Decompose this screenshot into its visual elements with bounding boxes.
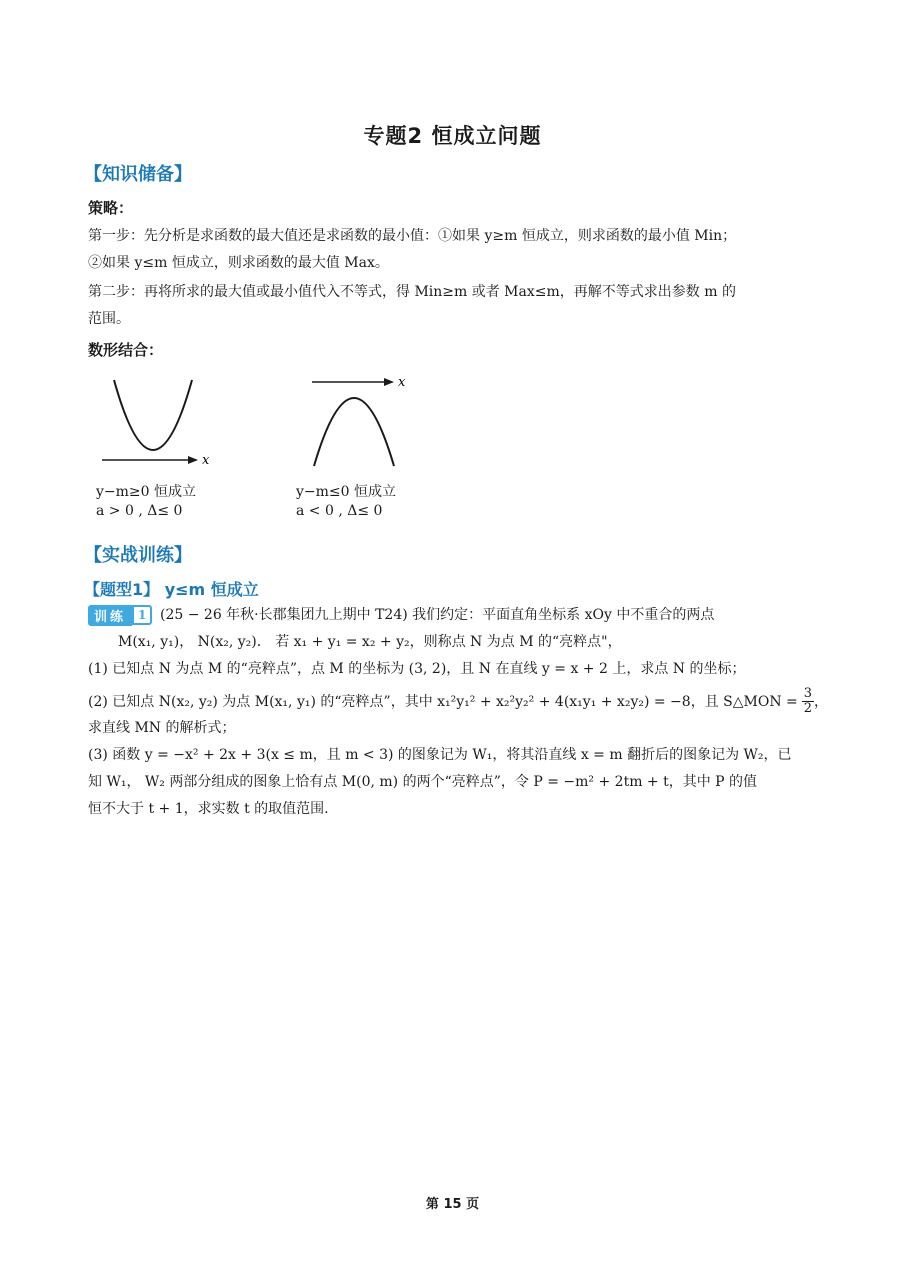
badge-number: 1	[132, 605, 152, 625]
figure2-caption-line1: y−m≤0 恒成立	[296, 484, 397, 500]
downward-parabola-figure	[306, 368, 426, 472]
downward-parabola-curve	[314, 398, 394, 466]
step1-line-b: ②如果 y≤m 恒成立，则求函数的最大值 Max。	[88, 255, 389, 271]
problem-line-8: 恒不大于 t + 1，求实数 t 的取值范围.	[88, 801, 329, 817]
problem-line-7: 知 W₁， W₂ 两部分组成的图象上恰有点 M(0, m) 的两个“亮粹点”，令 P = −m² + 2tm + t，其中 P 的值	[88, 774, 758, 790]
section-practice-heading: 【实战训练】	[84, 545, 192, 566]
upward-parabola-figure	[98, 372, 218, 472]
x-axis-arrow-icon	[188, 456, 198, 464]
problem-line-1: (25 − 26 年秋·长郡集团九上期中 T24) 我们约定：平面直角坐标系 xOy 中不重合的两点	[160, 607, 715, 623]
problem-line-4-end: ，	[814, 693, 829, 710]
step1-line-a: 第一步：先分析是求函数的最大值还是求函数的最小值：①如果 y≥m 恒成立，则求函数的最小值 Min；	[88, 228, 737, 244]
combo-label: 数形结合：	[88, 341, 164, 359]
x-axis-arrow-icon	[384, 378, 394, 386]
step2-line-b: 范围。	[88, 311, 130, 327]
problem-line-6: (3) 函数 y = −x² + 2x + 3(x ≤ m，且 m < 3) 的图象记为 W₁，将其沿直线 x = m 翻折后的图象记为 W₂，已	[88, 747, 792, 763]
area-fraction	[802, 687, 814, 716]
step2-line-a: 第二步：再将所求的最大值或最小值代入不等式，得 Min≥m 或者 Max≤m，再解不等式求出参数 m 的	[88, 284, 736, 300]
page-number: 第 15 页	[425, 1197, 480, 1212]
page-title: 专题2 恒成立问题	[363, 124, 542, 148]
problem-line-3: (1) 已知点 N 为点 M 的“亮粹点”，点 M 的坐标为 (3, 2)，且 N 在直线 y = x + 2 上，求点 N 的坐标；	[88, 661, 746, 677]
x-axis-label: x	[398, 375, 406, 390]
fraction-denominator: 2	[803, 701, 813, 716]
badge-text: 训练	[88, 605, 132, 626]
figure2-caption-line2: a < 0 , Δ≤ 0	[296, 503, 383, 519]
training-badge	[88, 605, 152, 625]
type1-heading: 【题型1】 y≤m 恒成立	[84, 580, 259, 599]
section-knowledge-heading: 【知识储备】	[84, 164, 192, 185]
x-axis-label: x	[202, 453, 210, 468]
problem-line-4-text: (2) 已知点 N(x₂, y₂) 为点 M(x₁, y₁) 的“亮粹点”，其中 x₁²y₁² + x₂²y₂² + 4(x₁y₁ + x₂y₂) = −8，且 S△MON =	[88, 693, 798, 710]
strategy-label: 策略：	[88, 199, 134, 217]
problem-line-2: M(x₁, y₁)， N(x₂, y₂)． 若 x₁ + y₁ = x₂ + y₂，则称点 N 为点 M 的“亮粹点"，	[118, 634, 622, 650]
fraction-numerator: 3	[803, 686, 813, 701]
figure1-caption-line2: a > 0 , Δ≤ 0	[96, 503, 183, 519]
upward-parabola-curve	[114, 380, 192, 450]
figure1-caption-line1: y−m≥0 恒成立	[96, 484, 197, 500]
problem-line-5: 求直线 MN 的解析式；	[88, 720, 236, 736]
problem-line-4	[88, 687, 828, 716]
